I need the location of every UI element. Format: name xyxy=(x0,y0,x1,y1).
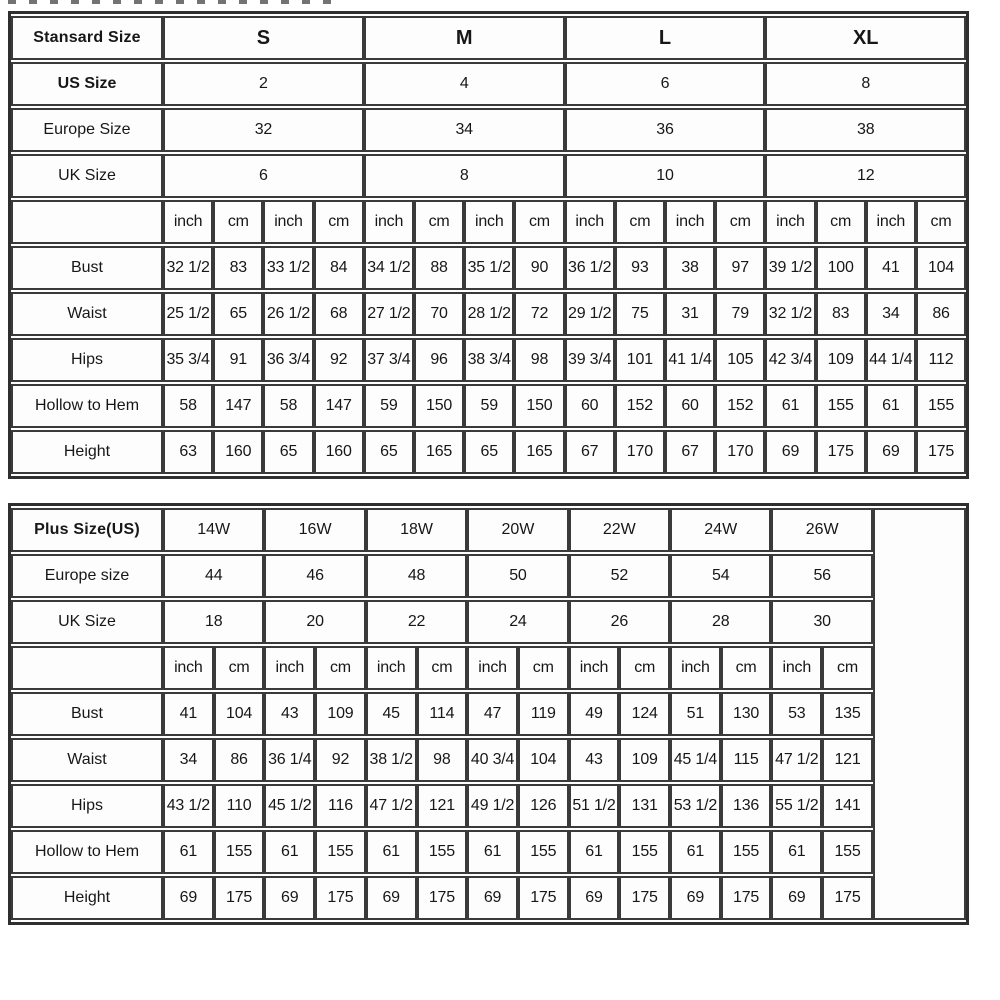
size-group-header: 20W xyxy=(467,508,568,552)
measurement-value-cell: 69 xyxy=(366,876,417,920)
measurement-value-cell: 114 xyxy=(417,692,468,736)
measurement-value-cell: 175 xyxy=(619,876,670,920)
unit-header-cell: inch xyxy=(366,646,417,690)
unit-header-cell: inch xyxy=(163,200,213,244)
size-value-cell: 10 xyxy=(565,154,766,198)
measurement-value-cell: 37 3/4 xyxy=(364,338,414,382)
measurement-value-cell: 155 xyxy=(315,830,366,874)
row-label: Hollow to Hem xyxy=(11,830,163,874)
unit-header-cell: inch xyxy=(263,200,313,244)
measurement-value-cell: 175 xyxy=(916,430,966,474)
unit-header-cell: inch xyxy=(464,200,514,244)
measurement-value-cell: 59 xyxy=(364,384,414,428)
row-label: Waist xyxy=(11,292,163,336)
measurement-value-cell: 100 xyxy=(816,246,866,290)
measurement-value-cell: 131 xyxy=(619,784,670,828)
measurement-value-cell: 147 xyxy=(213,384,263,428)
measurement-value-cell: 155 xyxy=(214,830,265,874)
measurement-value-cell: 61 xyxy=(670,830,721,874)
measurement-value-cell: 27 1/2 xyxy=(364,292,414,336)
size-value-cell: 12 xyxy=(765,154,966,198)
measurement-value-cell: 79 xyxy=(715,292,765,336)
measurement-value-cell: 60 xyxy=(665,384,715,428)
size-value-cell: 6 xyxy=(163,154,364,198)
measurement-value-cell: 175 xyxy=(518,876,569,920)
size-value-cell: 8 xyxy=(765,62,966,106)
measurement-value-cell: 69 xyxy=(264,876,315,920)
unit-header-cell: cm xyxy=(721,646,772,690)
unit-header-cell: inch xyxy=(565,200,615,244)
measurement-value-cell: 60 xyxy=(565,384,615,428)
measurement-value-cell: 98 xyxy=(514,338,564,382)
measurement-value-cell: 42 3/4 xyxy=(765,338,815,382)
measurement-value-cell: 170 xyxy=(715,430,765,474)
row-label: Bust xyxy=(11,692,163,736)
size-value-cell: 28 xyxy=(670,600,771,644)
measurement-value-cell: 109 xyxy=(619,738,670,782)
unit-header-cell: cm xyxy=(314,200,364,244)
unit-header-cell: inch xyxy=(665,200,715,244)
measurement-value-cell: 26 1/2 xyxy=(263,292,313,336)
size-group-header: XL xyxy=(765,16,966,60)
size-group-header: 26W xyxy=(771,508,872,552)
measurement-value-cell: 43 xyxy=(569,738,620,782)
measurement-value-cell: 41 xyxy=(866,246,916,290)
measurement-value-cell: 65 xyxy=(364,430,414,474)
empty-filler-cell xyxy=(873,508,966,920)
size-group-header: 14W xyxy=(163,508,264,552)
measurement-value-cell: 147 xyxy=(314,384,364,428)
measurement-value-cell: 67 xyxy=(665,430,715,474)
measurement-value-cell: 34 xyxy=(163,738,214,782)
measurement-value-cell: 49 1/2 xyxy=(467,784,518,828)
measurement-value-cell: 152 xyxy=(715,384,765,428)
measurement-value-cell: 45 1/2 xyxy=(264,784,315,828)
measurement-value-cell: 35 1/2 xyxy=(464,246,514,290)
units-row-corner-blank xyxy=(11,200,163,244)
measurement-value-cell: 112 xyxy=(916,338,966,382)
measurement-value-cell: 109 xyxy=(315,692,366,736)
unit-header-cell: inch xyxy=(765,200,815,244)
measurement-value-cell: 31 xyxy=(665,292,715,336)
measurement-value-cell: 104 xyxy=(916,246,966,290)
measurement-value-cell: 68 xyxy=(314,292,364,336)
units-row-corner-blank xyxy=(11,646,163,690)
measurement-value-cell: 61 xyxy=(569,830,620,874)
measurement-value-cell: 29 1/2 xyxy=(565,292,615,336)
measurement-value-cell: 104 xyxy=(214,692,265,736)
unit-header-cell: cm xyxy=(916,200,966,244)
measurement-value-cell: 53 xyxy=(771,692,822,736)
size-charts-container xyxy=(8,11,969,925)
measurement-value-cell: 75 xyxy=(615,292,665,336)
size-value-cell: 2 xyxy=(163,62,364,106)
measurement-value-cell: 28 1/2 xyxy=(464,292,514,336)
unit-header-cell: inch xyxy=(866,200,916,244)
measurement-value-cell: 126 xyxy=(518,784,569,828)
measurement-value-cell: 155 xyxy=(518,830,569,874)
measurement-value-cell: 69 xyxy=(670,876,721,920)
unit-header-cell: inch xyxy=(163,646,214,690)
measurement-value-cell: 121 xyxy=(417,784,468,828)
measurement-value-cell: 175 xyxy=(721,876,772,920)
measurement-value-cell: 69 xyxy=(467,876,518,920)
unit-header-cell: cm xyxy=(414,200,464,244)
measurement-value-cell: 67 xyxy=(565,430,615,474)
measurement-value-cell: 61 xyxy=(467,830,518,874)
row-label: UK Size xyxy=(11,600,163,644)
row-label: Europe size xyxy=(11,554,163,598)
size-value-cell: 6 xyxy=(565,62,766,106)
measurement-value-cell: 47 1/2 xyxy=(366,784,417,828)
measurement-value-cell: 38 xyxy=(665,246,715,290)
measurement-value-cell: 116 xyxy=(315,784,366,828)
row-label: Hollow to Hem xyxy=(11,384,163,428)
unit-header-cell: cm xyxy=(715,200,765,244)
measurement-value-cell: 96 xyxy=(414,338,464,382)
row-label: Hips xyxy=(11,338,163,382)
measurement-value-cell: 97 xyxy=(715,246,765,290)
measurement-value-cell: 175 xyxy=(822,876,873,920)
size-value-cell: 46 xyxy=(264,554,365,598)
measurement-value-cell: 86 xyxy=(916,292,966,336)
measurement-value-cell: 121 xyxy=(822,738,873,782)
measurement-value-cell: 69 xyxy=(163,876,214,920)
unit-header-cell: inch xyxy=(467,646,518,690)
size-value-cell: 26 xyxy=(569,600,670,644)
measurement-value-cell: 155 xyxy=(816,384,866,428)
size-value-cell: 30 xyxy=(771,600,872,644)
size-group-header: S xyxy=(163,16,364,60)
size-group-header: L xyxy=(565,16,766,60)
measurement-value-cell: 58 xyxy=(163,384,213,428)
size-value-cell: 32 xyxy=(163,108,364,152)
measurement-value-cell: 43 1/2 xyxy=(163,784,214,828)
measurement-value-cell: 104 xyxy=(518,738,569,782)
measurement-value-cell: 45 xyxy=(366,692,417,736)
measurement-value-cell: 47 1/2 xyxy=(771,738,822,782)
measurement-value-cell: 39 1/2 xyxy=(765,246,815,290)
measurement-value-cell: 165 xyxy=(414,430,464,474)
measurement-value-cell: 160 xyxy=(213,430,263,474)
measurement-value-cell: 135 xyxy=(822,692,873,736)
measurement-value-cell: 32 1/2 xyxy=(765,292,815,336)
measurement-value-cell: 51 1/2 xyxy=(569,784,620,828)
size-group-header: 22W xyxy=(569,508,670,552)
measurement-value-cell: 136 xyxy=(721,784,772,828)
measurement-value-cell: 110 xyxy=(214,784,265,828)
measurement-value-cell: 152 xyxy=(615,384,665,428)
measurement-value-cell: 105 xyxy=(715,338,765,382)
unit-header-cell: cm xyxy=(213,200,263,244)
measurement-value-cell: 36 1/2 xyxy=(565,246,615,290)
measurement-value-cell: 38 3/4 xyxy=(464,338,514,382)
measurement-value-cell: 150 xyxy=(414,384,464,428)
size-value-cell: 36 xyxy=(565,108,766,152)
measurement-value-cell: 45 1/4 xyxy=(670,738,721,782)
row-label: Bust xyxy=(11,246,163,290)
size-value-cell: 52 xyxy=(569,554,670,598)
row-label: Height xyxy=(11,876,163,920)
size-value-cell: 8 xyxy=(364,154,565,198)
measurement-value-cell: 61 xyxy=(366,830,417,874)
measurement-value-cell: 41 xyxy=(163,692,214,736)
measurement-value-cell: 61 xyxy=(866,384,916,428)
measurement-value-cell: 34 xyxy=(866,292,916,336)
measurement-value-cell: 88 xyxy=(414,246,464,290)
measurement-value-cell: 61 xyxy=(163,830,214,874)
size-group-header: M xyxy=(364,16,565,60)
measurement-value-cell: 175 xyxy=(315,876,366,920)
measurement-value-cell: 61 xyxy=(765,384,815,428)
measurement-value-cell: 124 xyxy=(619,692,670,736)
unit-header-cell: cm xyxy=(315,646,366,690)
unit-header-cell: inch xyxy=(771,646,822,690)
measurement-value-cell: 69 xyxy=(569,876,620,920)
measurement-value-cell: 155 xyxy=(822,830,873,874)
size-value-cell: 56 xyxy=(771,554,872,598)
measurement-value-cell: 41 1/4 xyxy=(665,338,715,382)
measurement-value-cell: 69 xyxy=(765,430,815,474)
measurement-value-cell: 32 1/2 xyxy=(163,246,213,290)
measurement-value-cell: 101 xyxy=(615,338,665,382)
measurement-value-cell: 93 xyxy=(615,246,665,290)
measurement-value-cell: 86 xyxy=(214,738,265,782)
measurement-value-cell: 44 1/4 xyxy=(866,338,916,382)
unit-header-cell: cm xyxy=(615,200,665,244)
measurement-value-cell: 55 1/2 xyxy=(771,784,822,828)
measurement-value-cell: 165 xyxy=(514,430,564,474)
measurement-value-cell: 43 xyxy=(264,692,315,736)
unit-header-cell: inch xyxy=(569,646,620,690)
measurement-value-cell: 70 xyxy=(414,292,464,336)
measurement-value-cell: 98 xyxy=(417,738,468,782)
measurement-value-cell: 119 xyxy=(518,692,569,736)
measurement-value-cell: 141 xyxy=(822,784,873,828)
measurement-value-cell: 63 xyxy=(163,430,213,474)
measurement-value-cell: 25 1/2 xyxy=(163,292,213,336)
measurement-value-cell: 175 xyxy=(816,430,866,474)
measurement-value-cell: 160 xyxy=(314,430,364,474)
measurement-value-cell: 36 3/4 xyxy=(263,338,313,382)
row-label: Hips xyxy=(11,784,163,828)
size-group-header: 24W xyxy=(670,508,771,552)
measurement-value-cell: 90 xyxy=(514,246,564,290)
measurement-value-cell: 65 xyxy=(213,292,263,336)
row-label: Waist xyxy=(11,738,163,782)
size-value-cell: 50 xyxy=(467,554,568,598)
measurement-value-cell: 83 xyxy=(816,292,866,336)
size-group-header: 16W xyxy=(264,508,365,552)
measurement-value-cell: 155 xyxy=(916,384,966,428)
size-value-cell: 20 xyxy=(264,600,365,644)
cropped-row-artifact xyxy=(8,0,338,4)
size-value-cell: 34 xyxy=(364,108,565,152)
unit-header-cell: inch xyxy=(364,200,414,244)
table-corner-label: Stansard Size xyxy=(11,16,163,60)
measurement-value-cell: 92 xyxy=(314,338,364,382)
row-label: UK Size xyxy=(11,154,163,198)
unit-header-cell: cm xyxy=(518,646,569,690)
size-value-cell: 38 xyxy=(765,108,966,152)
size-value-cell: 4 xyxy=(364,62,565,106)
unit-header-cell: cm xyxy=(822,646,873,690)
measurement-value-cell: 47 xyxy=(467,692,518,736)
unit-header-cell: cm xyxy=(514,200,564,244)
measurement-value-cell: 84 xyxy=(314,246,364,290)
unit-header-cell: cm xyxy=(816,200,866,244)
measurement-value-cell: 49 xyxy=(569,692,620,736)
measurement-value-cell: 33 1/2 xyxy=(263,246,313,290)
measurement-value-cell: 155 xyxy=(417,830,468,874)
measurement-value-cell: 39 3/4 xyxy=(565,338,615,382)
unit-header-cell: inch xyxy=(670,646,721,690)
measurement-value-cell: 155 xyxy=(619,830,670,874)
measurement-value-cell: 175 xyxy=(214,876,265,920)
standard-size-table xyxy=(8,11,969,479)
measurement-value-cell: 92 xyxy=(315,738,366,782)
measurement-value-cell: 115 xyxy=(721,738,772,782)
size-value-cell: 54 xyxy=(670,554,771,598)
measurement-value-cell: 59 xyxy=(464,384,514,428)
measurement-value-cell: 51 xyxy=(670,692,721,736)
measurement-value-cell: 53 1/2 xyxy=(670,784,721,828)
measurement-value-cell: 65 xyxy=(263,430,313,474)
size-value-cell: 24 xyxy=(467,600,568,644)
unit-header-cell: cm xyxy=(417,646,468,690)
measurement-value-cell: 69 xyxy=(771,876,822,920)
unit-header-cell: inch xyxy=(264,646,315,690)
measurement-value-cell: 91 xyxy=(213,338,263,382)
measurement-value-cell: 155 xyxy=(721,830,772,874)
measurement-value-cell: 40 3/4 xyxy=(467,738,518,782)
measurement-value-cell: 65 xyxy=(464,430,514,474)
measurement-value-cell: 58 xyxy=(263,384,313,428)
size-value-cell: 44 xyxy=(163,554,264,598)
measurement-value-cell: 61 xyxy=(771,830,822,874)
measurement-value-cell: 150 xyxy=(514,384,564,428)
measurement-value-cell: 130 xyxy=(721,692,772,736)
measurement-value-cell: 69 xyxy=(866,430,916,474)
measurement-value-cell: 175 xyxy=(417,876,468,920)
size-value-cell: 48 xyxy=(366,554,467,598)
size-group-header: 18W xyxy=(366,508,467,552)
plus-size-table xyxy=(8,503,969,925)
unit-header-cell: cm xyxy=(619,646,670,690)
measurement-value-cell: 109 xyxy=(816,338,866,382)
size-value-cell: 22 xyxy=(366,600,467,644)
measurement-value-cell: 34 1/2 xyxy=(364,246,414,290)
row-label: Height xyxy=(11,430,163,474)
measurement-value-cell: 38 1/2 xyxy=(366,738,417,782)
row-label: US Size xyxy=(11,62,163,106)
measurement-value-cell: 72 xyxy=(514,292,564,336)
table-corner-label: Plus Size(US) xyxy=(11,508,163,552)
measurement-value-cell: 170 xyxy=(615,430,665,474)
measurement-value-cell: 61 xyxy=(264,830,315,874)
unit-header-cell: cm xyxy=(214,646,265,690)
row-label: Europe Size xyxy=(11,108,163,152)
size-value-cell: 18 xyxy=(163,600,264,644)
measurement-value-cell: 36 1/4 xyxy=(264,738,315,782)
measurement-value-cell: 83 xyxy=(213,246,263,290)
measurement-value-cell: 35 3/4 xyxy=(163,338,213,382)
